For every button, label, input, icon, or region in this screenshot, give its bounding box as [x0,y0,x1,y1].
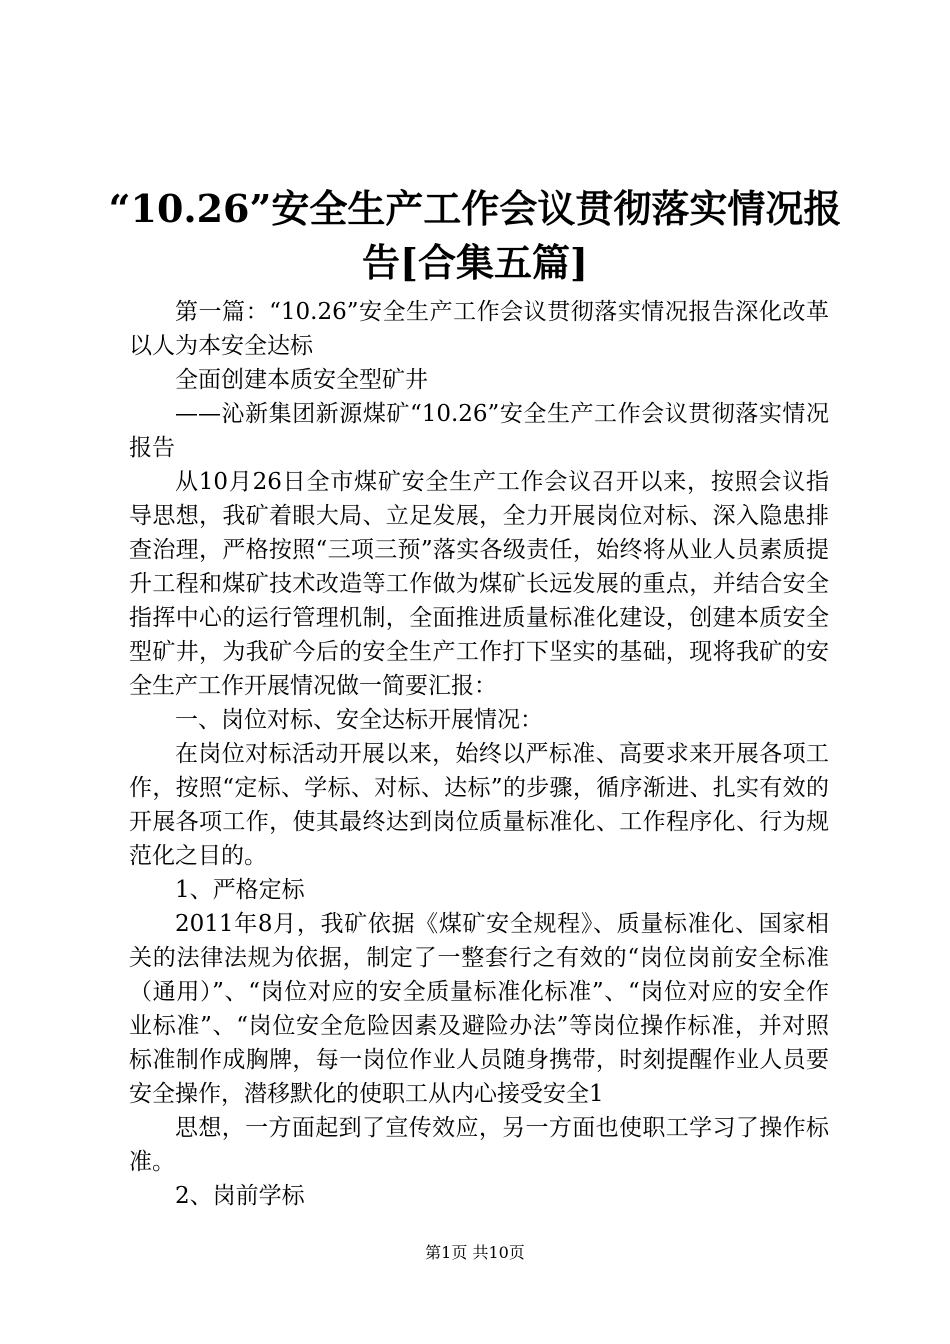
paragraph-section-heading: 一、岗位对标、安全达标开展情况： [175,707,543,733]
document-title-line-2: 告[合集五篇] [362,240,588,285]
document-body [129,295,829,1213]
paragraph-subtitle: 全面创建本质安全型矿井 [175,367,428,393]
paragraph-subsection-2: 2、岗前学标 [175,1183,305,1209]
paragraph-intro: 从10月26日全市煤矿安全生产工作会议召开以来，按照会议指导思想，我矿着眼大局、立足发展，全力开展岗位对标、深入隐患排查治理，严格按照“三项三预”落实各级责任，始终将从业人员素质提升工程和煤矿技术改造等工作做为煤矿长远发展的重点，并结合安全指挥中心的运行管理机制，全面推进质量标准化建设，创建本质安全型矿井，为我矿今后的安全生产工作打下坚实的基础，现将我矿的安全生产工作开展情况做一简要汇报： [129,469,829,699]
paragraph-subsection-1: 1、严格定标 [175,877,305,903]
document-title-line-1: “10.26”安全生产工作会议贯彻落实情况报 [108,186,842,231]
paragraph-section-body: 在岗位对标活动开展以来，始终以严标准、高要求来开展各项工作，按照“定标、学标、对标、达标”的步骤，循序渐进、扎实有效的开展各项工作，使其最终达到岗位质量标准化、工作程序化、行为规范化之目的。 [129,741,829,869]
paragraph-report-source: ——沁新集团新源煤矿“10.26”安全生产工作会议贯彻落实情况报告 [129,401,829,461]
paragraph-subsection-1-continued: 思想，一方面起到了宣传效应，另一方面也使职工学习了操作标准。 [129,1115,829,1175]
page-number-footer: 第1页 共10页 [425,1243,525,1262]
paragraph-chapter-heading: 第一篇：“10.26”安全生产工作会议贯彻落实情况报告深化改革以人为本安全达标 [129,299,829,359]
paragraph-subsection-1-body: 2011年8月，我矿依据《煤矿安全规程》、质量标准化、国家相关的法律法规为依据，制定了一整套行之有效的“岗位岗前安全标准（通用）”、“岗位对应的安全质量标准化标准”、“岗位对应的安全作业标准”、“岗位安全危险因素及避险办法”等岗位操作标准，并对照标准制作成胸牌，每一岗位作业人员随身携带，时刻提醒作业人员要安全操作，潜移默化的使职工从内心接受安全1 [129,911,829,1107]
